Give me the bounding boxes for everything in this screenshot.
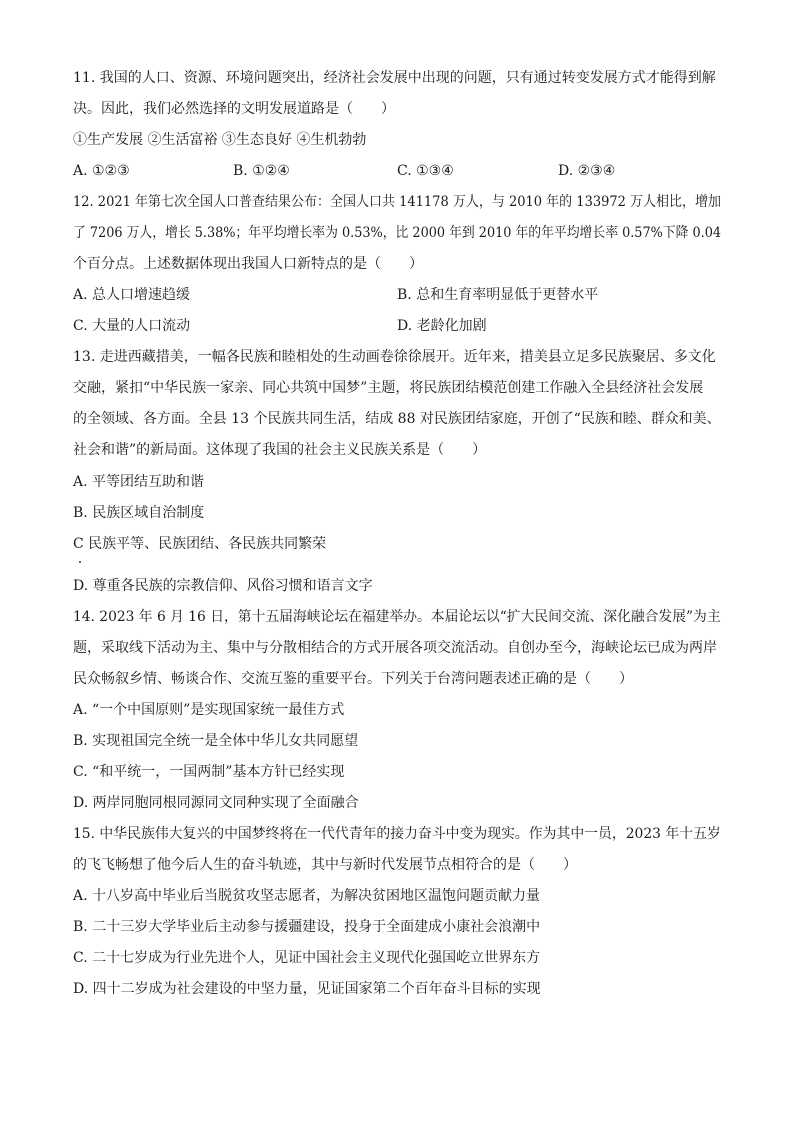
q14-stem-line-3: 民众畅叙乡情、畅谈合作、交流互鉴的重要平台。下列关于台湾问题表述正确的是（ ） (73, 671, 633, 687)
stray-mark (79, 561, 81, 563)
q15-option-d: D. 四十二岁成为社会建设的中坚力量，见证国家第二个百年奋斗目标的实现 (73, 981, 541, 997)
q13-option-d: D. 尊重各民族的宗教信仰、风俗习惯和语言文字 (73, 578, 373, 594)
q12-option-c: C. 大量的人口流动 (73, 318, 191, 334)
q15-option-b: B. 二十三岁大学毕业后主动参与援疆建设，投身于全面建成小康社会浪潮中 (73, 919, 541, 935)
q13-stem-line-4: 社会和谐”的新局面。这体现了我国的社会主义民族关系是（ ） (73, 442, 487, 458)
q12-stem-line-2: 了 7206 万人，增长 5.38%；年平均增长率为 0.53%，比 2000 年到 2010 年的年平均增长率 0.57%下降 0.04 (73, 225, 722, 241)
q15-stem-line-2: 的飞飞畅想了他今后人生的奋斗轨迹，其中与新时代发展节点相符合的是（ ） (73, 857, 577, 873)
q14-option-b: B. 实现祖国完全统一是全体中华儿女共同愿望 (73, 733, 359, 749)
q12-stem-line-3: 个百分点。上述数据体现出我国人口新特点的是（ ） (73, 256, 423, 272)
q11-option-b: B. ①②④ (233, 163, 290, 179)
q11-items: ①生产发展 ②生活富裕 ③生态良好 ④生机勃勃 (73, 132, 367, 148)
q14-option-a: A. “一个中国原则”是实现国家统一最佳方式 (73, 702, 345, 718)
q13-stem-line-2: 交融，紧扣“中华民族一家亲、同心共筑中国梦”主题，将民族团结模范创建工作融入全县经济社会发展 (73, 380, 704, 396)
q13-stem-line-3: 的全领域、各方面。全县 13 个民族共同生活，结成 88 对民族团结家庭，开创了“民族和睦、群众和美、 (73, 411, 721, 427)
q11-stem-line-2: 决。因此，我们必然选择的文明发展道路是（ ） (73, 101, 395, 117)
q11-stem-line-1: 11. 我国的人口、资源、环境问题突出，经济社会发展中出现的问题，只有通过转变发展方式才能得到解 (73, 70, 716, 86)
q13-option-b: B. 民族区域自治制度 (73, 505, 205, 521)
q14-option-d: D. 两岸同胞同根同源同文同种实现了全面融合 (73, 795, 359, 811)
q15-option-a: A. 十八岁高中毕业后当脱贫攻坚志愿者，为解决贫困地区温饱问题贡献力量 (73, 888, 541, 904)
q15-option-c: C. 二十七岁成为行业先进个人，见证中国社会主义现代化强国屹立世界东方 (73, 950, 541, 966)
q15-stem-line-1: 15. 中华民族伟大复兴的中国梦终将在一代代青年的接力奋斗中变为现实。作为其中一员，2023 年十五岁 (73, 826, 721, 842)
q14-stem-line-1: 14. 2023 年 6 月 16 日，第十五届海峡论坛在福建举办。本届论坛以“扩大民间交流、深化融合发展”为主 (73, 609, 721, 625)
q12-option-a: A. 总人口增速趋缓 (73, 287, 191, 303)
q14-stem-line-2: 题，采取线下活动为主、集中与分散相结合的方式开展各项交流活动。自创办至今，海峡论坛已成为两岸 (73, 640, 717, 656)
q13-stem-line-1: 13. 走进西藏措美，一幅各民族和睦相处的生动画卷徐徐展开。近年来，措美县立足多民族聚居、多文化 (73, 349, 716, 365)
q13-option-a: A. 平等团结互助和谐 (73, 474, 205, 490)
q12-stem-line-1: 12. 2021 年第七次全国人口普查结果公布：全国人口共 141178 万人，与 2010 年的 133972 万人相比，增加 (73, 194, 722, 210)
q14-option-c: C. “和平统一，一国两制”基本方针已经实现 (73, 764, 345, 780)
q13-option-c: C 民族平等、民族团结、各民族共同繁荣 (73, 536, 327, 552)
q11-option-d: D. ②③④ (558, 163, 616, 179)
q11-option-a: A. ①②③ (73, 163, 130, 179)
q11-option-c: C. ①③④ (397, 163, 454, 179)
q12-option-b: B. 总和生育率明显低于更替水平 (397, 287, 599, 303)
q12-option-d: D. 老龄化加剧 (397, 318, 487, 334)
